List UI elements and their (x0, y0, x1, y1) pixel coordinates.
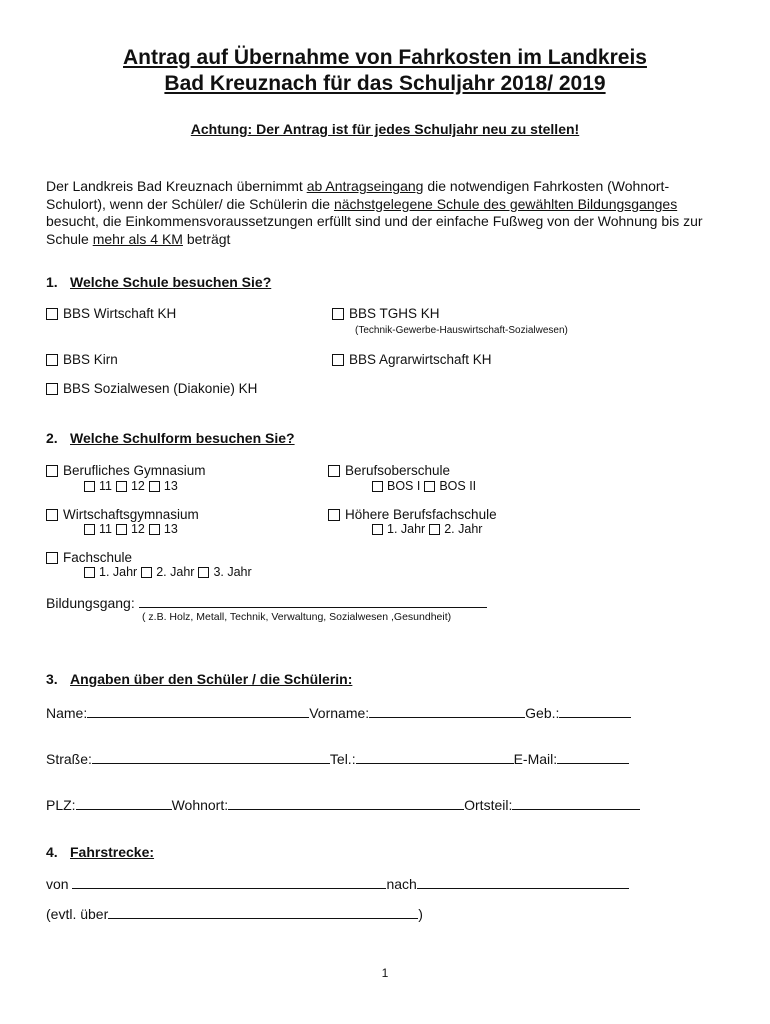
intro-emph-3: mehr als 4 KM (92, 230, 183, 247)
ortsteil-label: Ortsteil: (464, 797, 513, 813)
checkbox[interactable] (332, 308, 344, 320)
ueber-field[interactable] (108, 905, 418, 919)
plz-label: PLZ: (46, 797, 76, 813)
section-1-heading (46, 274, 271, 290)
checkbox[interactable] (141, 567, 152, 578)
option-label: BBS Sozialwesen (Diakonie) KH (63, 381, 258, 396)
option-bbs-kirn[interactable] (46, 352, 118, 367)
option-label: BBS Wirtschaft KH (63, 306, 177, 321)
option-bbs-agrar[interactable] (332, 352, 492, 367)
grade-13[interactable] (149, 479, 178, 493)
email-label: E-Mail: (513, 751, 558, 767)
grade-12[interactable] (116, 479, 145, 493)
checkbox[interactable] (46, 552, 58, 564)
wirtschaftsgymnasium-grades (84, 522, 182, 536)
year-label: 2. Jahr (444, 522, 483, 536)
option-label: BBS Agrarwirtschaft KH (349, 352, 492, 367)
section-2-heading (46, 430, 295, 446)
option-label: Berufliches Gymnasium (63, 463, 206, 478)
year-label: 2. Jahr (156, 565, 195, 579)
year-1[interactable] (372, 522, 425, 536)
wohnort-label: Wohnort: (171, 797, 229, 813)
strasse-field[interactable] (92, 750, 330, 764)
option-bbs-sozialwesen[interactable] (46, 381, 257, 396)
option-label: BBS Kirn (63, 352, 118, 367)
grade-label: 12 (130, 479, 145, 493)
year-label: 1. Jahr (387, 522, 426, 536)
route-row-1 (46, 875, 629, 892)
tel-label: Tel.: (329, 751, 356, 767)
checkbox[interactable] (332, 354, 344, 366)
grade-label: 13 (163, 522, 178, 536)
checkbox[interactable] (46, 509, 58, 521)
checkbox[interactable] (328, 465, 340, 477)
option-label: Fachschule (63, 550, 133, 565)
intro-text-3: besucht, die Einkommensvoraussetzungen erfüllt sind und der einfache Fußweg von der Wohnung bis zur Schule (46, 213, 703, 247)
page-number: 1 (381, 966, 389, 980)
page-title-line-1: Antrag auf Übernahme von Fahrkosten im Landkreis (123, 46, 647, 69)
bildungsgang-field[interactable] (139, 594, 487, 608)
option-berufsoberschule[interactable] (328, 463, 450, 478)
section-2-number: 2. (46, 430, 58, 446)
tel-field[interactable] (356, 750, 514, 764)
intro-text-2: die notwendigen Fahrkosten (Wohnort- Schulort), wenn der Schüler/ die Schülerin die (46, 178, 670, 212)
option-label: Höhere Berufsfachschule (345, 507, 497, 522)
strasse-label: Straße: (46, 751, 92, 767)
year-2[interactable] (429, 522, 482, 536)
bos-levels (372, 479, 480, 493)
bos-2[interactable] (424, 479, 476, 493)
intro-text-4: beträgt (182, 230, 231, 247)
bildungsgang-row (46, 594, 487, 611)
geb-label: Geb.: (525, 705, 560, 721)
geb-field[interactable] (559, 704, 631, 718)
von-label: von (46, 876, 69, 892)
section-4-heading (46, 844, 154, 860)
tghs-note (355, 322, 568, 336)
tghs-note-text: (Technik-Gewerbe-Hauswirtschaft-Sozialwesen) (355, 325, 568, 336)
year-2[interactable] (141, 565, 194, 579)
intro-paragraph (46, 178, 726, 248)
checkbox[interactable] (46, 354, 58, 366)
section-4-number: 4. (46, 844, 58, 860)
section-4-title: Fahrstrecke: (70, 844, 155, 860)
option-fachschule[interactable] (46, 550, 132, 565)
option-wirtschaftsgymnasium[interactable] (46, 507, 199, 522)
intro-emph-2: nächstgelegene Schule des gewählten Bildungsganges (333, 195, 678, 212)
plz-field[interactable] (76, 796, 172, 810)
checkbox[interactable] (328, 509, 340, 521)
bos-1[interactable] (372, 479, 420, 493)
checkbox[interactable] (46, 383, 58, 395)
grade-11[interactable] (84, 479, 112, 493)
year-label: 1. Jahr (99, 565, 138, 579)
year-label: 3. Jahr (213, 565, 252, 579)
name-field[interactable] (87, 704, 309, 718)
intro-text-1: Der Landkreis Bad Kreuznach übernimmt (46, 178, 307, 194)
option-label: BBS TGHS KH (349, 306, 440, 321)
checkbox[interactable] (149, 481, 160, 492)
section-1-number: 1. (46, 274, 58, 290)
student-row-2 (46, 750, 629, 767)
level-label: BOS II (439, 479, 477, 493)
grade-label: 11 (99, 522, 112, 536)
route-row-2 (46, 905, 423, 922)
section-1-title: Welche Schule besuchen Sie? (70, 274, 272, 290)
year-1[interactable] (84, 565, 137, 579)
name-label: Name: (46, 705, 88, 721)
bildungsgang-hint: ( z.B. Holz, Metall, Technik, Verwaltung, Sozialwesen ,Gesundheit) (142, 611, 452, 623)
checkbox[interactable] (46, 465, 58, 477)
checkbox[interactable] (198, 567, 209, 578)
email-field[interactable] (557, 750, 629, 764)
student-row-3 (46, 796, 640, 813)
grade-label: 13 (163, 479, 178, 493)
option-label: Wirtschaftsgymnasium (63, 507, 199, 522)
hbf-years (372, 522, 486, 536)
grade-11[interactable] (84, 522, 112, 536)
checkbox[interactable] (116, 481, 127, 492)
grade-12[interactable] (116, 522, 145, 536)
checkbox[interactable] (84, 524, 95, 535)
ueber-close: ) (418, 906, 423, 922)
level-label: BOS I (387, 479, 421, 493)
grade-label: 12 (130, 522, 145, 536)
nach-label: nach (386, 876, 417, 892)
checkbox[interactable] (84, 481, 95, 492)
checkbox[interactable] (149, 524, 160, 535)
nach-field[interactable] (417, 875, 629, 889)
bildungsgang-label: Bildungsgang: (46, 595, 135, 611)
page-title-line-2: Bad Kreuznach für das Schuljahr 2018/ 2019 (164, 72, 606, 95)
section-3-heading (46, 671, 352, 687)
checkbox[interactable] (46, 308, 58, 320)
checkbox[interactable] (424, 481, 435, 492)
wohnort-field[interactable] (228, 796, 464, 810)
option-label: Berufsoberschule (345, 463, 451, 478)
section-3-title: Angaben über den Schüler / die Schülerin: (70, 671, 353, 687)
option-bbs-tghs[interactable] (332, 306, 440, 321)
von-field[interactable] (72, 875, 386, 889)
option-berufliches-gymnasium[interactable] (46, 463, 206, 478)
section-3-number: 3. (46, 671, 58, 687)
ueber-label: (evtl. über (46, 906, 109, 922)
ortsteil-field[interactable] (512, 796, 640, 810)
checkbox[interactable] (84, 567, 95, 578)
warning-note: Achtung: Der Antrag ist für jedes Schuljahr neu zu stellen! (190, 121, 580, 137)
vorname-label: Vorname: (309, 705, 370, 721)
checkbox[interactable] (116, 524, 127, 535)
section-2-title: Welche Schulform besuchen Sie? (70, 430, 295, 446)
grade-13[interactable] (149, 522, 178, 536)
gymnasium-grades (84, 479, 182, 493)
year-3[interactable] (198, 565, 251, 579)
fachschule-years (84, 565, 256, 579)
grade-label: 11 (99, 479, 112, 493)
option-hoehere-berufsfachschule[interactable] (328, 507, 497, 522)
checkbox[interactable] (429, 524, 440, 535)
checkbox[interactable] (372, 481, 383, 492)
intro-emph-1: ab Antragseingang (306, 178, 424, 194)
vorname-field[interactable] (369, 704, 525, 718)
student-row-1 (46, 704, 631, 721)
option-bbs-wirtschaft[interactable] (46, 306, 176, 321)
checkbox[interactable] (372, 524, 383, 535)
